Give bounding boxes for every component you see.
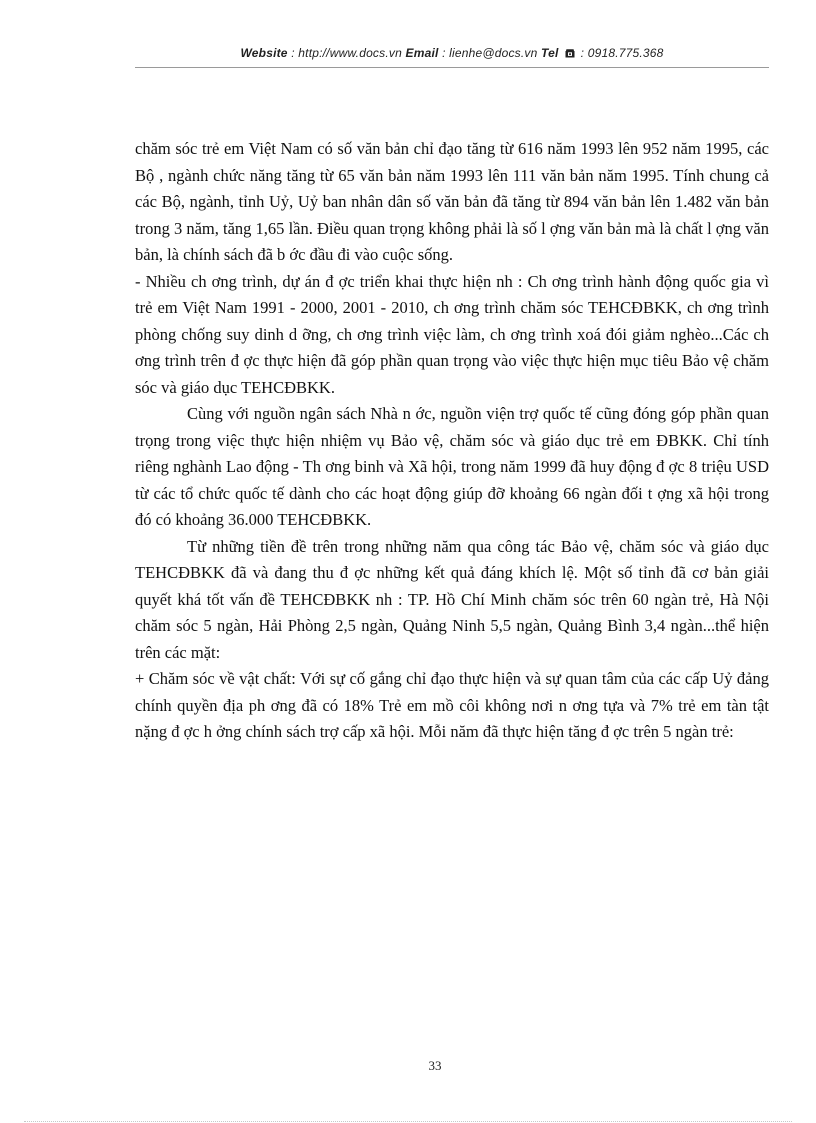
phone-icon <box>565 49 575 58</box>
website-value: : http://www.docs.vn <box>291 46 402 60</box>
paragraph-3: Cùng với nguồn ngân sách Nhà n ớc, nguồn viện trợ quốc tế cũng đóng góp phần quan trọng trong việc thực hiện nhiệm vụ Bảo vệ, chăm sóc và giáo dục trẻ em ĐBKK. Chỉ tính riêng nghành Lao động - Th ơng binh và Xã hội, trong năm 1999 đã huy động đ ợc 8 triệu USD từ các tổ chức quốc tế dành cho các hoạt động giúp đỡ khoảng 66 ngàn đối t ợng xã hội trong đó có khoảng 36.000 TEHCĐBKK. <box>135 404 769 529</box>
paragraph-5: + Chăm sóc về vật chất: Với sự cố gắng chỉ đạo thực hiện và sự quan tâm của các cấp Uỷ đảng chính quyền địa ph ơng đã có 18% Trẻ em mồ côi không nơi n ơng tựa và 7% trẻ em tàn tật nặng đ ợc h ởng chính sách trợ cấp xã hội. Mỗi năm đã thực hiện tăng đ ợc trên 5 ngàn trẻ: <box>135 669 769 741</box>
page-header <box>135 46 769 68</box>
email-label: Email <box>405 46 439 60</box>
paragraph-4: Từ những tiền đề trên trong những năm qua công tác Bảo vệ, chăm sóc và giáo dục TEHCĐBKK đã và đang thu đ ợc những kết quả đáng khích lệ. Một số tỉnh đã cơ bản giải quyết khá tốt vấn đề TEHCĐBKK nh : TP. Hồ Chí Minh chăm sóc trên 60 ngàn trẻ, Hà Nội chăm sóc 5 ngàn, Hải Phòng 2,5 ngàn, Quảng Ninh 5,5 ngàn, Quảng Bình 3,4 ngàn...thể hiện trên các mặt: <box>135 536 769 662</box>
email-value: : lienhe@docs.vn <box>442 46 538 60</box>
document-body <box>135 136 769 746</box>
header-divider <box>135 67 769 68</box>
paragraph-1: chăm sóc trẻ em Việt Nam có số văn bản chỉ đạo tăng từ 616 năm 1993 lên 952 năm 1995, các Bộ , ngành chức năng tăng từ 65 văn bản năm 1993 lên 111 văn bản năm 1995. Tính chung cả các Bộ, ngành, tỉnh Uỷ, Uỷ ban nhân dân số văn bản đã tăng từ 894 văn bản lên 1.482 văn bản trong 3 năm, tăng 1,65 lần. Điều quan trọng không phải là số l ợng văn bản mà là chất l ợng văn bản, là chính sách đã b ớc đầu đi vào cuộc sống. <box>135 139 769 264</box>
tel-label: Tel <box>541 46 559 60</box>
website-label: Website <box>240 46 288 60</box>
tel-value: : 0918.775.368 <box>580 46 664 60</box>
page-number: 33 <box>428 1058 442 1073</box>
footer-divider <box>24 1121 792 1122</box>
paragraph-2: - Nhiều ch ơng trình, dự án đ ợc triển khai thực hiện nh : Ch ơng trình hành động quốc gia vì trẻ em Việt Nam 1991 - 2000, 2001 - 2010, ch ơng trình chăm sóc TEHCĐBKK, ch ơng trình phòng chống suy dinh d ỡng, ch ơng trình việc làm, ch ơng trình xoá đói giảm nghèo...Các ch ơng trình trên đ ợc thực hiện đã góp phần quan trọng vào việc thực hiện mục tiêu Bảo vệ chăm sóc và giáo dục TEHCĐBKK. <box>135 271 769 397</box>
